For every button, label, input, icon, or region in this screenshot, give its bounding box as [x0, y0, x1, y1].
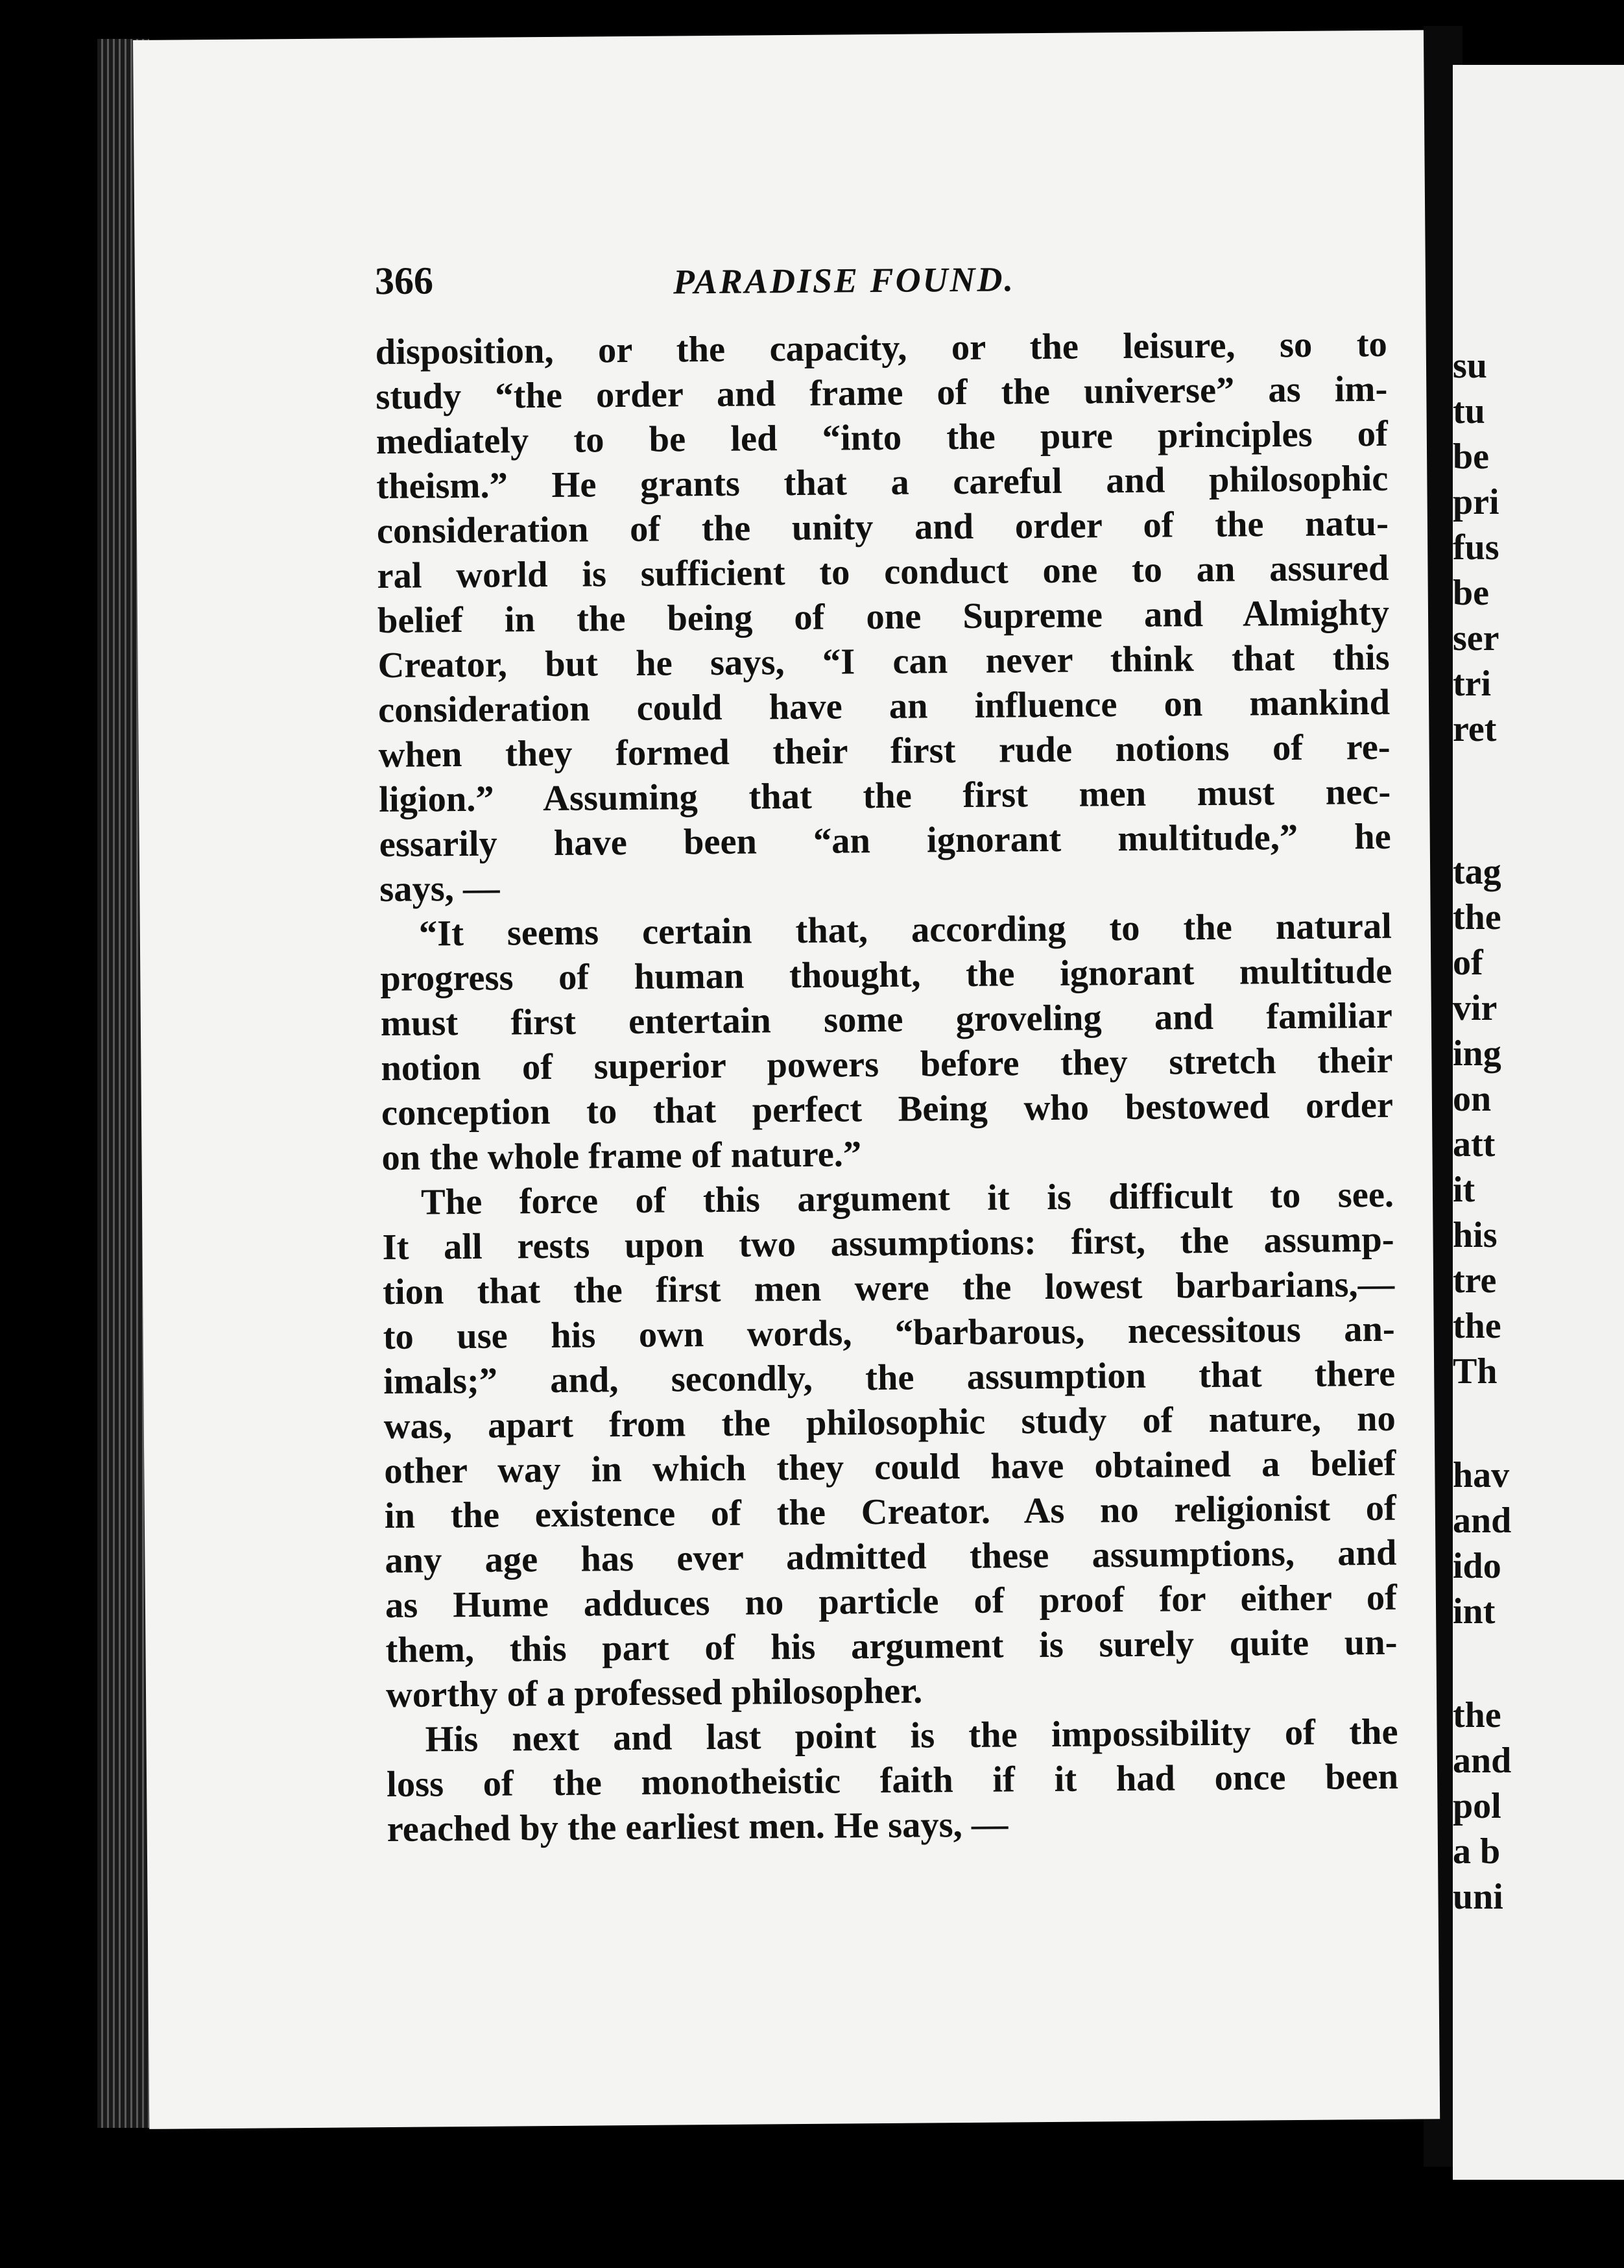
facing-page-fragment: the: [1453, 1306, 1501, 1346]
body-text: [376, 322, 1399, 1852]
text-line: mediately to be led “into the pure principles of: [376, 413, 1389, 463]
facing-page-fragment: be: [1453, 437, 1489, 477]
text-line: when they formed their first rude notions of re-: [378, 727, 1391, 776]
facing-page-fragment: tri: [1453, 664, 1492, 704]
text-line: belief in the being of one Supreme and Almighty: [377, 592, 1390, 642]
text-line: in the existence of the Creator. As no religionist of: [384, 1488, 1397, 1537]
text-line: loss of the monotheistic faith if it had once been: [386, 1756, 1399, 1805]
facing-page: [1453, 65, 1624, 2180]
text-line: ral world is sufficient to conduct one to an assured: [377, 548, 1389, 597]
running-title: PARADISE FOUND.: [673, 259, 1016, 302]
quote-line: conception to that perfect Being who bestowed order: [381, 1085, 1394, 1134]
facing-page-fragment: it: [1453, 1170, 1475, 1210]
facing-page-fragment: and: [1453, 1741, 1512, 1781]
text-line: The force of this argument it is difficult to see.: [420, 1174, 1394, 1223]
text-line: essarily have been “an ignorant multitude,” he: [379, 816, 1391, 865]
facing-page-fragment: tre: [1453, 1261, 1497, 1301]
quote-line: progress of human thought, the ignorant multitude: [380, 950, 1392, 1000]
facing-page-fragment: fus: [1453, 527, 1499, 568]
facing-page-fragment: su: [1453, 346, 1487, 386]
facing-page-fragment: ser: [1453, 618, 1499, 658]
text-line: worthy of a professed philosopher.: [385, 1671, 923, 1716]
text-line: theism.” He grants that a careful and philosophic: [376, 458, 1389, 507]
text-line: Creator, but he says, “I can never think that this: [377, 637, 1390, 686]
text-line: was, apart from the philosophic study of nature, no: [383, 1398, 1396, 1447]
text-line: to use his own words, “barbarous, necessitous an-: [383, 1309, 1395, 1358]
text-line: disposition, or the capacity, or the leisure, so to: [375, 324, 1387, 373]
facing-page-fragment: be: [1453, 573, 1489, 613]
facing-page-fragment: ido: [1453, 1546, 1501, 1586]
text-line: them, this part of his argument is surely quite un-: [385, 1622, 1398, 1671]
quote-line: “It seems certain that, according to the natural: [418, 906, 1392, 954]
page-number: 366: [374, 259, 434, 303]
text-line: tion that the first men were the lowest barbarians,—: [382, 1264, 1395, 1313]
quote-line: notion of superior powers before they stretch their: [381, 1040, 1393, 1089]
text-line: says, —: [379, 868, 500, 910]
facing-page-fragment: pri: [1453, 482, 1499, 522]
facing-page-fragment: int: [1453, 1591, 1496, 1632]
text-line: His next and last point is the impossibility of the: [425, 1711, 1398, 1760]
facing-page-fragment: on: [1453, 1079, 1492, 1119]
facing-page-fragment: vir: [1453, 988, 1498, 1028]
text-line: consideration could have an influence on mankind: [377, 682, 1391, 731]
text-line: other way in which they could have obtained a belief: [384, 1443, 1396, 1492]
quote-line: must first entertain some groveling and familiar: [380, 995, 1393, 1044]
book-page: [133, 30, 1440, 2129]
text-line: reached by the earliest men. He says, —: [387, 1804, 1009, 1850]
facing-page-fragment: att: [1453, 1124, 1496, 1164]
facing-page-fragment: of: [1453, 943, 1483, 983]
facing-page-fragment: ret: [1453, 709, 1497, 749]
text-line: It all rests upon two assumptions: first, the assump-: [382, 1219, 1394, 1268]
facing-page-fragment: hav: [1453, 1455, 1510, 1495]
facing-page-fragment: the: [1453, 1695, 1501, 1735]
text-line: as Hume adduces no particle of proof for either of: [385, 1577, 1398, 1626]
facing-page-fragment: a b: [1453, 1831, 1501, 1872]
facing-page-fragment: Th: [1453, 1351, 1498, 1392]
facing-page-fragment: his: [1453, 1215, 1498, 1255]
facing-page-fragment: tu: [1453, 391, 1485, 431]
facing-page-fragment: the: [1453, 897, 1501, 937]
facing-page-fragment: ing: [1453, 1033, 1501, 1074]
facing-page-fragment: tag: [1453, 852, 1501, 892]
quote-line: on the whole frame of nature.”: [381, 1134, 862, 1179]
text-line: ligion.” Assuming that the first men must nec-: [378, 771, 1391, 821]
facing-page-fragment: and: [1453, 1501, 1512, 1541]
text-line: study “the order and frame of the universe” as im-: [376, 368, 1388, 418]
running-head: [375, 251, 1381, 317]
facing-page-fragment: pol: [1453, 1786, 1501, 1826]
facing-page-fragment: uni: [1453, 1877, 1503, 1917]
text-line: imals;” and, secondly, the assumption that there: [383, 1353, 1396, 1403]
text-line: any age has ever admitted these assumptions, and: [385, 1532, 1397, 1582]
text-line: consideration of the unity and order of the natu-: [376, 503, 1389, 552]
